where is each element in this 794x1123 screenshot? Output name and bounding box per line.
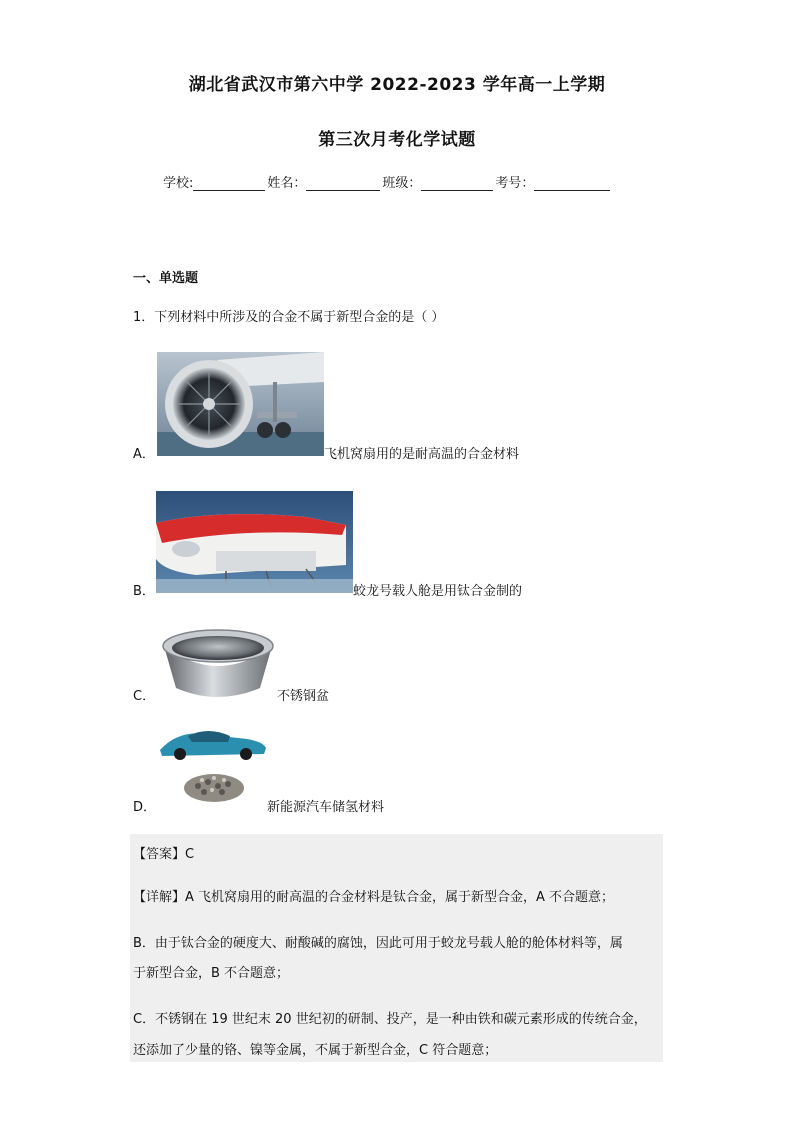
number-field[interactable]: [534, 176, 610, 191]
option-b-text: 蛟龙号载人舱是用钛合金制的: [353, 584, 523, 599]
number-label: 考号：: [495, 176, 535, 191]
jet-engine-image: [157, 352, 324, 456]
option-d-text: 新能源汽车储氢材料: [267, 800, 385, 815]
detail-line: C．不锈钢在 19 世纪末 20 世纪初的研制、投产，是一种由铁和碳元素形成的传统合金，: [133, 1012, 647, 1027]
option-c-text: 不锈钢盆: [277, 689, 330, 704]
student-info-row: [163, 172, 612, 191]
school-label: 学校:: [163, 176, 194, 191]
detail-line: 于新型合金，B 不合题意；: [133, 966, 290, 981]
detail-line: 【详解】A 飞机窝扇用的耐高温的合金材料是钛合金，属于新型合金，A 不合题意；: [133, 890, 615, 905]
answer-line: 【答案】C: [133, 847, 195, 862]
name-field[interactable]: [306, 176, 380, 191]
class-label: 班级：: [382, 176, 422, 191]
steel-basin-image: [160, 628, 276, 702]
option-c-letter: C．: [133, 689, 156, 704]
question-text: 1．下列材料中所涉及的合金不属于新型合金的是（ ）: [133, 310, 445, 325]
option-a-letter: A．: [133, 447, 155, 462]
option-b-letter: B．: [133, 584, 155, 599]
detail-line: 还添加了少量的铬、镍等金属，不属于新型合金，C 符合题意；: [133, 1043, 498, 1058]
option-a-text: 飞机窝扇用的是耐高温的合金材料: [324, 447, 520, 462]
exam-title-line2: 第三次月考化学试题: [318, 130, 476, 150]
exam-title-line1: 湖北省武汉市第六中学 2022-2023 学年高一上学期: [188, 75, 606, 95]
hydrogen-storage-image: [158, 720, 268, 806]
detail-line: B．由于钛合金的硬度大、耐酸碱的腐蚀，因此可用于蛟龙号载人舱的舱体材料等，属: [133, 936, 623, 951]
class-field[interactable]: [421, 176, 493, 191]
option-d-letter: D．: [133, 800, 157, 815]
name-label: 姓名：: [267, 176, 307, 191]
submersible-image: [156, 491, 353, 593]
school-field[interactable]: [193, 176, 265, 191]
section-title: 一、单选题: [133, 271, 199, 286]
